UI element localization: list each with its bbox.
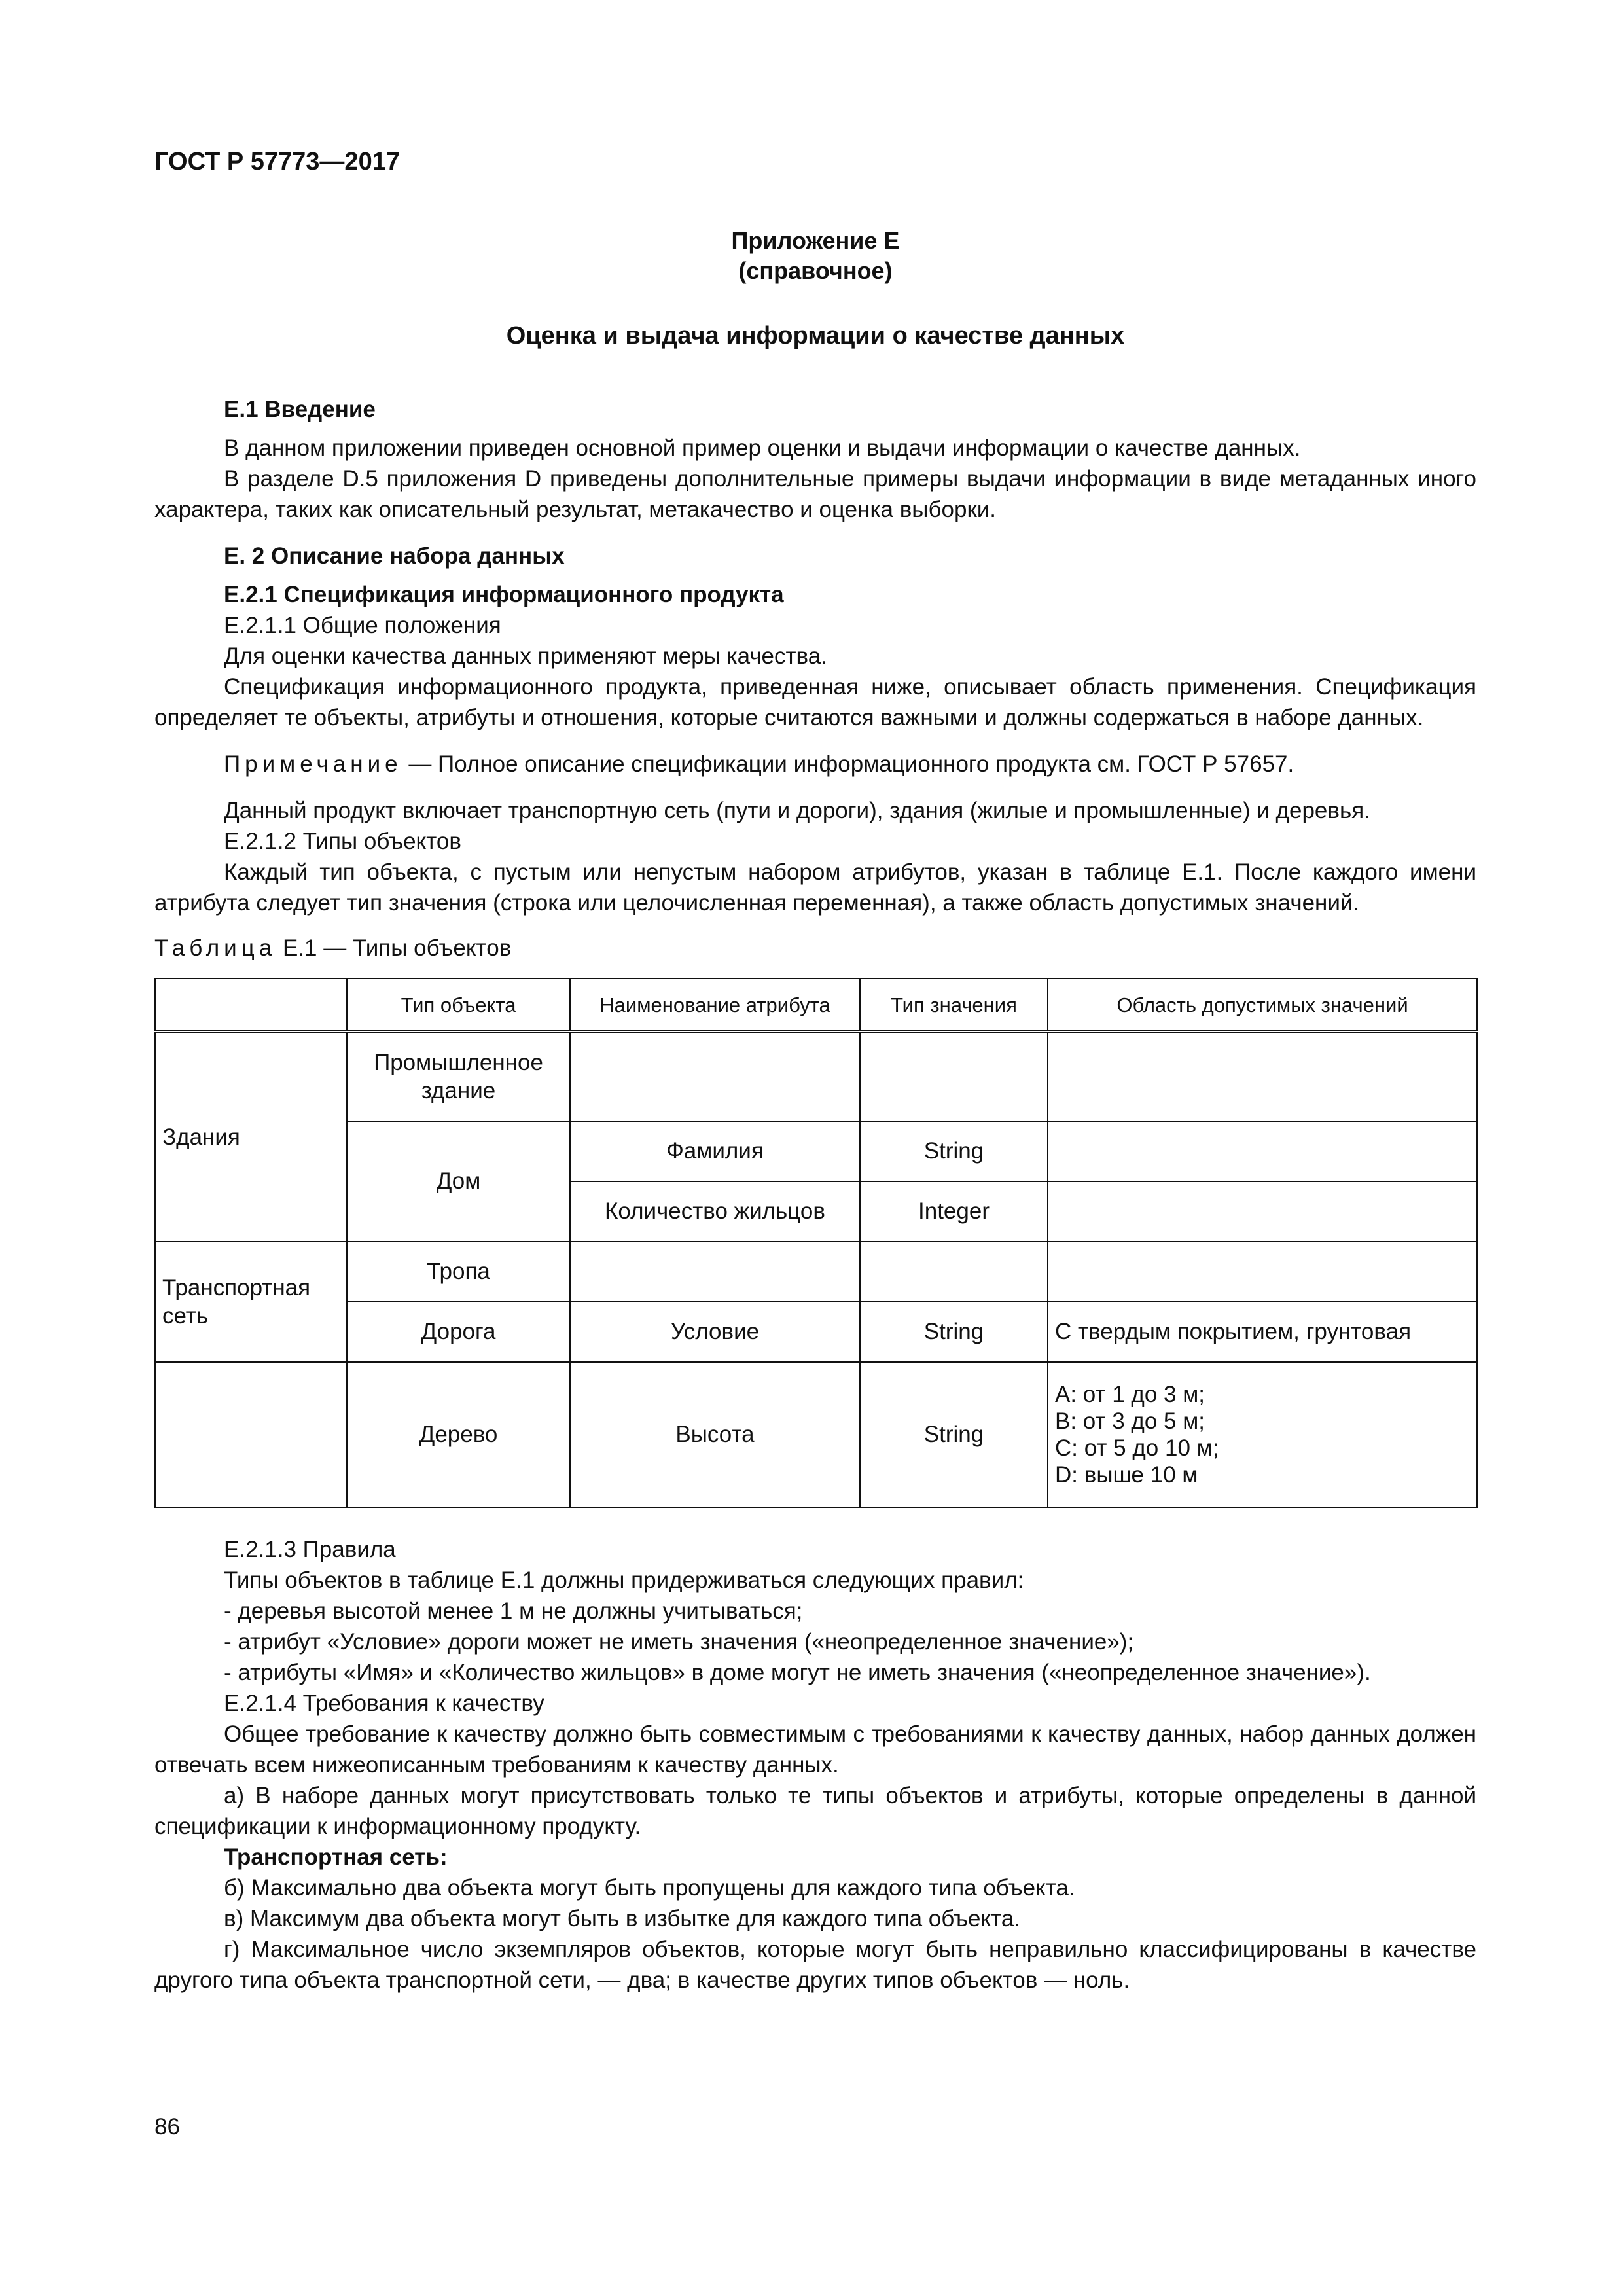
table-row bbox=[155, 1242, 1477, 1302]
table-header-cell: Наименование атрибута bbox=[570, 978, 860, 1032]
paragraph: Общее требование к качеству должно быть совместимым с требованиями к качеству данных, набор данных должен отвечать всем нижеописанным требованиям к качеству данных. bbox=[154, 1721, 1476, 1778]
value-type-cell: String bbox=[860, 1121, 1048, 1181]
empty-cell bbox=[860, 1032, 1048, 1121]
attribute-cell: Высота bbox=[570, 1362, 860, 1507]
table-row bbox=[155, 1121, 1477, 1181]
section-e212-heading: Е.2.1.2 Типы объектов bbox=[224, 829, 461, 854]
group-transport: Транспортная сеть bbox=[155, 1242, 347, 1362]
object-types-table bbox=[154, 978, 1478, 1508]
paragraph: Спецификация информационного продукта, приведенная ниже, описывает область применения. Спецификация определяет те объекты, атрибуты и отношения, которые считаются важными и должны содержаться в наборе данных. bbox=[154, 674, 1476, 730]
domain-line: D: выше 10 м bbox=[1055, 1462, 1198, 1488]
empty-cell bbox=[1048, 1121, 1477, 1181]
annex-label: Приложение Е bbox=[731, 227, 900, 254]
object-type-cell: Тропа bbox=[347, 1242, 570, 1302]
domain-cell bbox=[1048, 1362, 1477, 1507]
list-item: - атрибуты «Имя» и «Количество жильцов» в доме могут не иметь значения («неопределенное значение»). bbox=[224, 1659, 1371, 1685]
value-type-cell: String bbox=[860, 1302, 1048, 1362]
transport-heading: Транспортная сеть: bbox=[224, 1844, 448, 1870]
table-header-cell bbox=[155, 978, 347, 1032]
paragraph: Каждый тип объекта, с пустым или непустым набором атрибутов, указан в таблице Е.1. После каждого имени атрибута следует тип значения (строка или целочисленная переменная), а также область допустимых значений. bbox=[154, 859, 1476, 916]
paragraph: Данный продукт включает транспортную сеть (пути и дороги), здания (жилые и промышленные) и деревья. bbox=[224, 798, 1370, 823]
list-item: а) В наборе данных могут присутствовать только те типы объектов и атрибуты, которые определены в данной спецификации к информационному продукту. bbox=[154, 1782, 1476, 1839]
object-type-cell: Дом bbox=[347, 1121, 570, 1242]
object-type-cell: Промышленное здание bbox=[347, 1032, 570, 1121]
domain-cell: С твердым покрытием, грунтовая bbox=[1048, 1302, 1477, 1362]
note bbox=[154, 749, 1476, 780]
section-e214-heading: Е.2.1.4 Требования к качеству bbox=[224, 1690, 544, 1716]
section-e211-heading: Е.2.1.1 Общие положения bbox=[224, 613, 501, 638]
table-header-cell: Область допустимых значений bbox=[1048, 978, 1477, 1032]
domain-line: А: от 1 до 3 м; bbox=[1055, 1381, 1205, 1407]
section-e2-heading: Е. 2 Описание набора данных bbox=[224, 543, 565, 569]
note-label: Примечание bbox=[224, 751, 402, 777]
main-content bbox=[154, 394, 1476, 1996]
empty-cell bbox=[570, 1032, 860, 1121]
attribute-cell: Фамилия bbox=[570, 1121, 860, 1181]
annex-title bbox=[154, 226, 1476, 286]
paragraph: В разделе D.5 приложения D приведены дополнительные примеры выдачи информации в виде метаданных иного характера, таких как описательный результат, метакачество и оценка выборки. bbox=[154, 466, 1476, 522]
attribute-cell: Количество жильцов bbox=[570, 1181, 860, 1242]
table-header-cell: Тип значения bbox=[860, 978, 1048, 1032]
document-title: Оценка и выдача информации о качестве данных bbox=[506, 322, 1125, 350]
domain-line: В: от 3 до 5 м; bbox=[1055, 1408, 1205, 1434]
empty-cell bbox=[570, 1242, 860, 1302]
object-type-cell: Дерево bbox=[347, 1362, 570, 1507]
standard-header: ГОСТ Р 57773—2017 bbox=[154, 148, 400, 175]
note-text: — Полное описание спецификации информационного продукта см. ГОСТ Р 57657. bbox=[402, 751, 1294, 777]
table-row bbox=[155, 1032, 1477, 1121]
paragraph: Типы объектов в таблице Е.1 должны придерживаться следующих правил: bbox=[224, 1567, 1024, 1593]
object-type-cell: Дорога bbox=[347, 1302, 570, 1362]
table-header-row bbox=[155, 978, 1477, 1032]
list-item: г) Максимальное число экземпляров объектов, которые могут быть неправильно классифицированы в качестве другого типа объекта транспортной сети, — два; в качестве других типов объектов — ноль. bbox=[154, 1936, 1476, 1993]
table-caption-label: Таблица bbox=[154, 935, 277, 961]
value-type-cell: Integer bbox=[860, 1181, 1048, 1242]
table-row bbox=[155, 1302, 1477, 1362]
list-item: - деревья высотой менее 1 м не должны учитываться; bbox=[224, 1598, 803, 1624]
list-item: в) Максимум два объекта могут быть в избытке для каждого типа объекта. bbox=[224, 1905, 1021, 1931]
table-row bbox=[155, 1362, 1477, 1507]
attribute-cell: Условие bbox=[570, 1302, 860, 1362]
empty-cell bbox=[1048, 1032, 1477, 1121]
value-type-cell: String bbox=[860, 1362, 1048, 1507]
document-page bbox=[154, 0, 1476, 2296]
table-caption-text: Е.1 — Типы объектов bbox=[276, 935, 512, 961]
empty-cell bbox=[1048, 1242, 1477, 1302]
table-header-cell: Тип объекта bbox=[347, 978, 570, 1032]
list-item: - атрибут «Условие» дороги может не иметь значения («неопределенное значение»); bbox=[224, 1628, 1134, 1655]
group-buildings: Здания bbox=[155, 1032, 347, 1242]
page-number: 86 bbox=[154, 2114, 180, 2140]
paragraph: В данном приложении приведен основной пример оценки и выдачи информации о качестве данных. bbox=[224, 435, 1301, 461]
annex-type: (справочное) bbox=[738, 257, 893, 284]
section-e1-heading: Е.1 Введение bbox=[224, 397, 376, 422]
domain-line: С: от 5 до 10 м; bbox=[1055, 1435, 1219, 1461]
paragraph: Для оценки качества данных применяют меры качества. bbox=[224, 643, 827, 669]
section-e21-heading: Е.2.1 Спецификация информационного продукта bbox=[224, 582, 784, 607]
section-e213-heading: Е.2.1.3 Правила bbox=[224, 1536, 396, 1562]
empty-cell bbox=[1048, 1181, 1477, 1242]
table-caption bbox=[154, 933, 1476, 963]
group-trees bbox=[155, 1362, 347, 1507]
list-item: б) Максимально два объекта могут быть пропущены для каждого типа объекта. bbox=[224, 1874, 1075, 1901]
empty-cell bbox=[860, 1242, 1048, 1302]
